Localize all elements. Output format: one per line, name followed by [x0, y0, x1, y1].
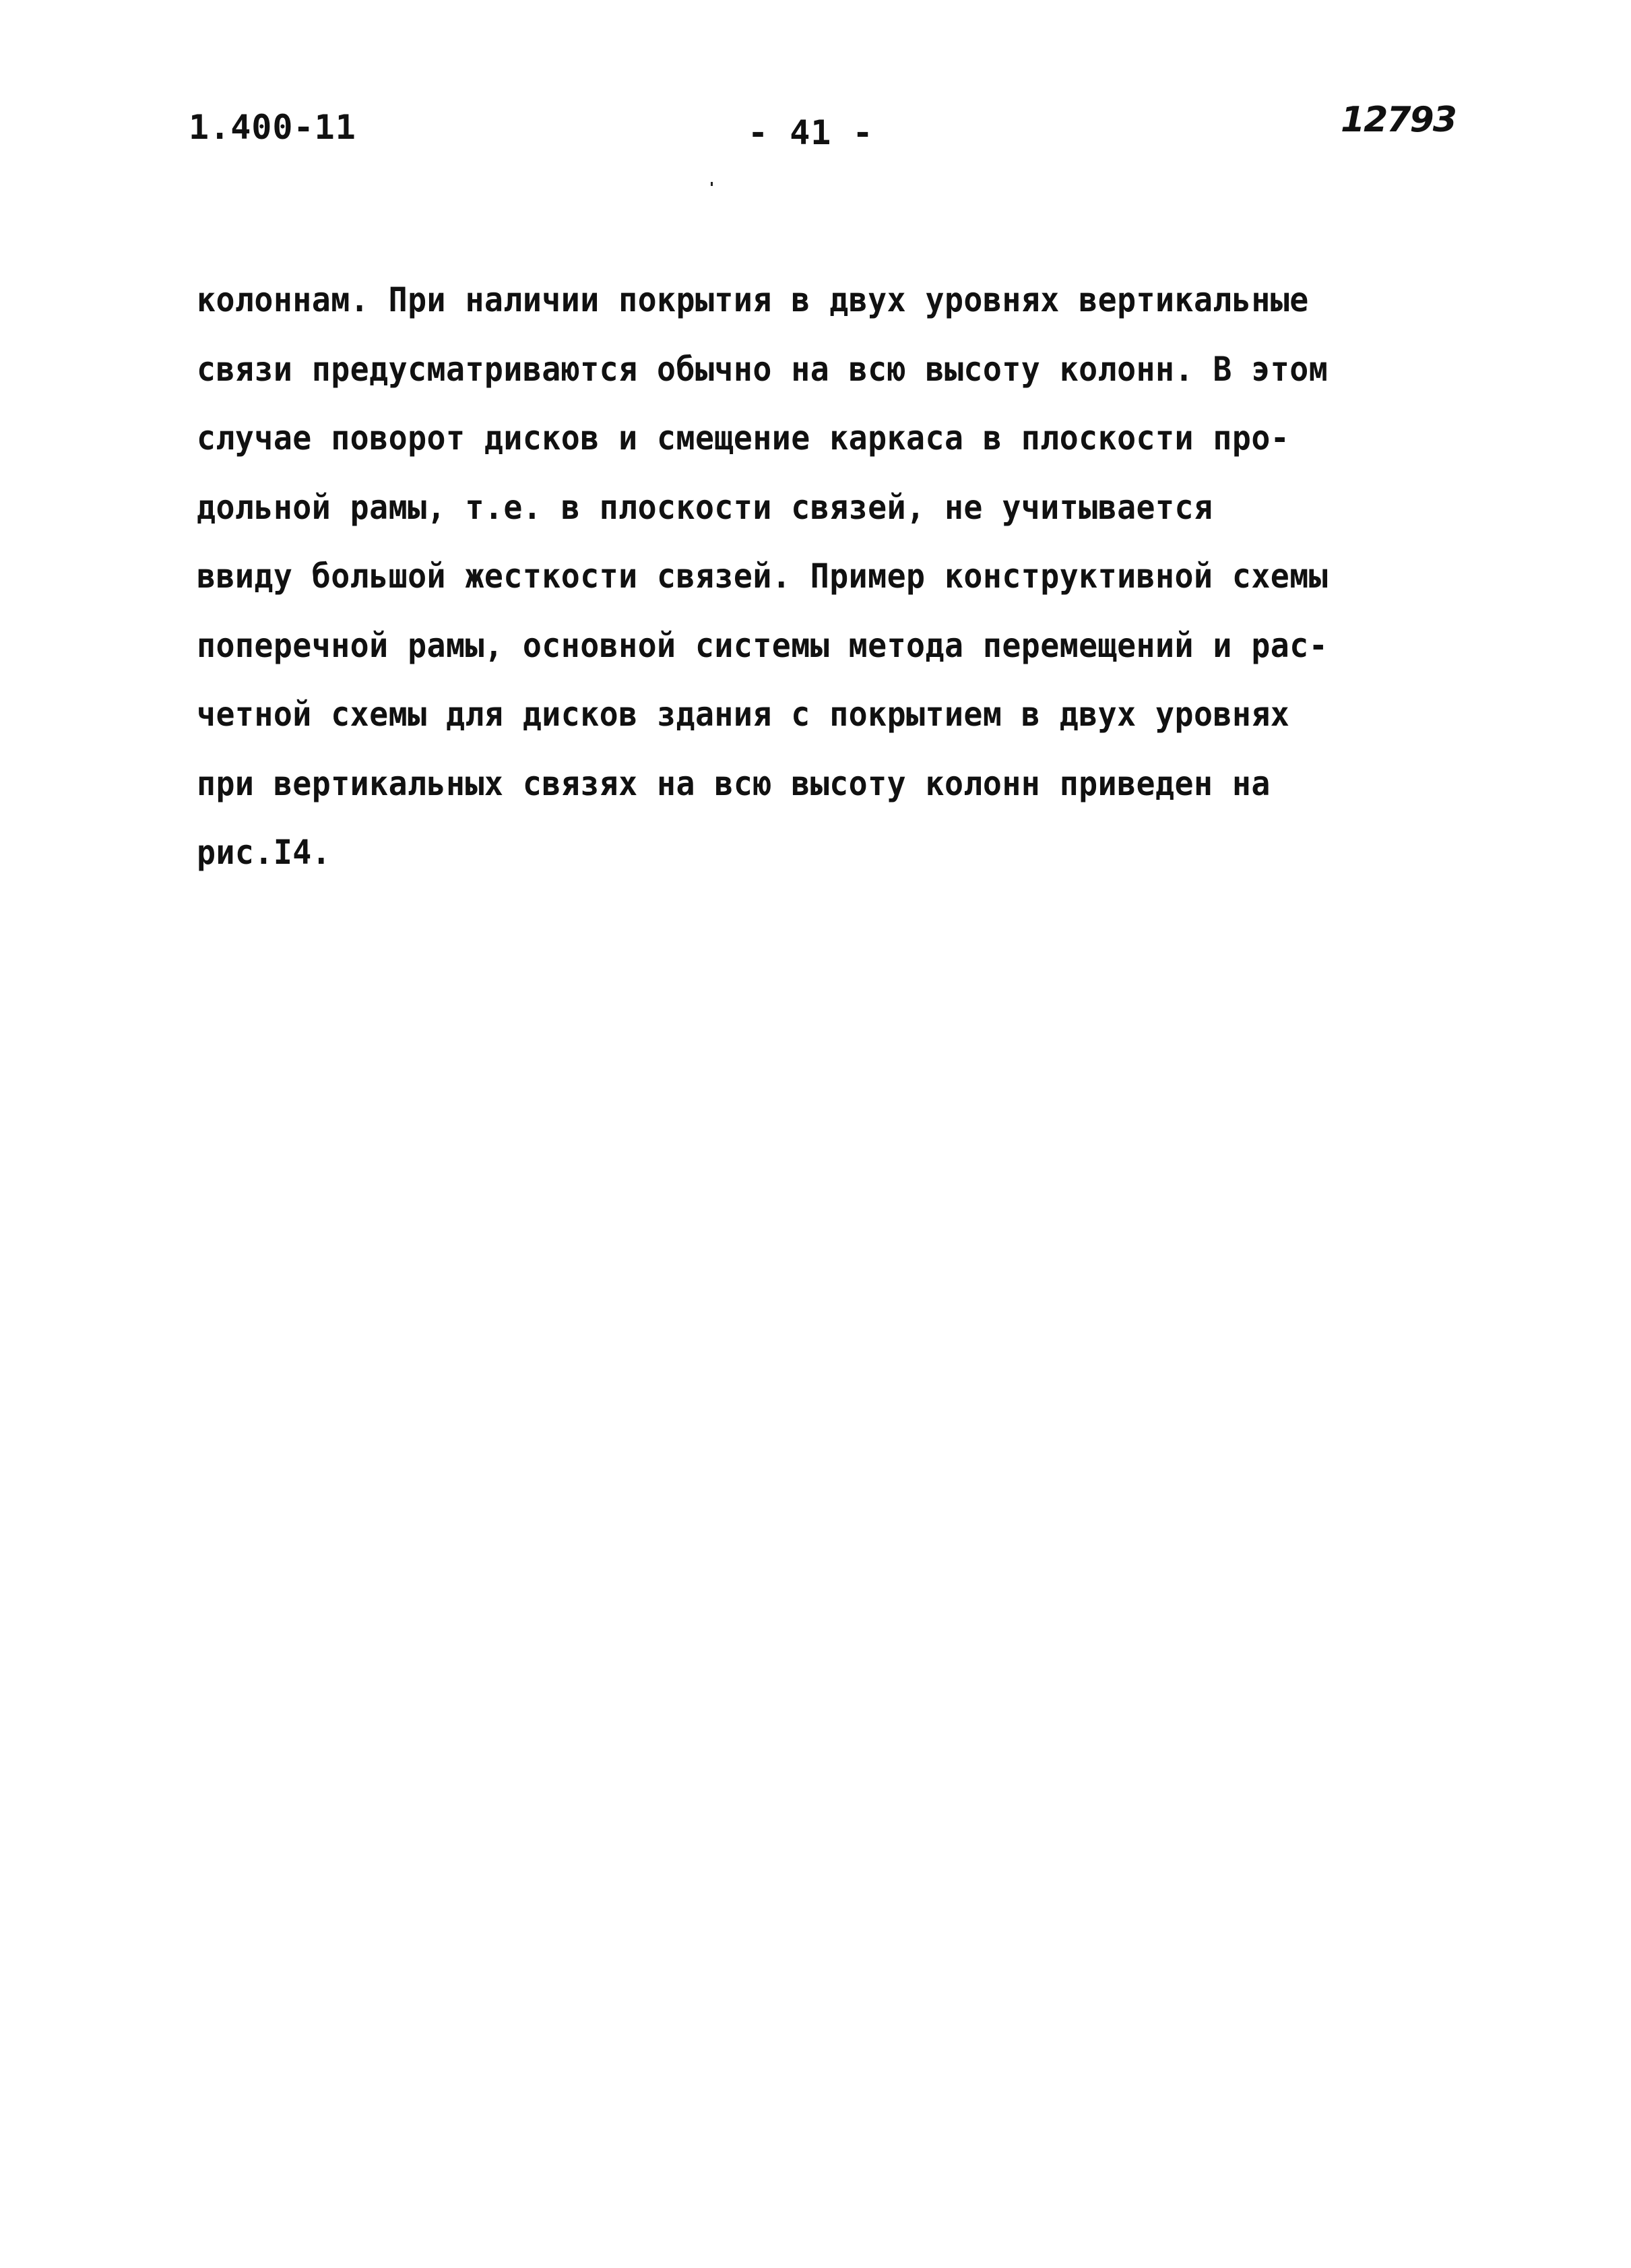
body-paragraph: [197, 273, 1450, 895]
text-line: четной схемы для дисков здания с покрытием в двух уровнях: [197, 695, 1290, 734]
text-line: дольной рамы, т.е. в плоскости связей, не учитывается: [197, 487, 1213, 527]
text-line: поперечной рамы, основной системы метода перемещений и рас-: [197, 625, 1329, 665]
document-code: 1.400-11: [189, 108, 356, 147]
text-line: ввиду большой жесткости связей. Пример конструктивной схемы: [197, 557, 1329, 596]
text-line: колоннам. При наличии покрытия в двух уровнях вертикальные: [197, 280, 1309, 319]
page-number: - 41 -: [748, 113, 874, 152]
text-line: связи предусматриваются обычно на всю высоту колонн. В этом: [197, 349, 1329, 389]
text-line: при вертикальных связях на всю высоту колонн приведен на: [197, 763, 1271, 803]
text-line: случае поворот дисков и смещение каркаса в плоскости про-: [197, 418, 1290, 458]
scan-speck: [711, 182, 713, 186]
sheet-number-handwritten: 12793: [1341, 100, 1456, 140]
text-line: рис.I4.: [197, 833, 331, 872]
